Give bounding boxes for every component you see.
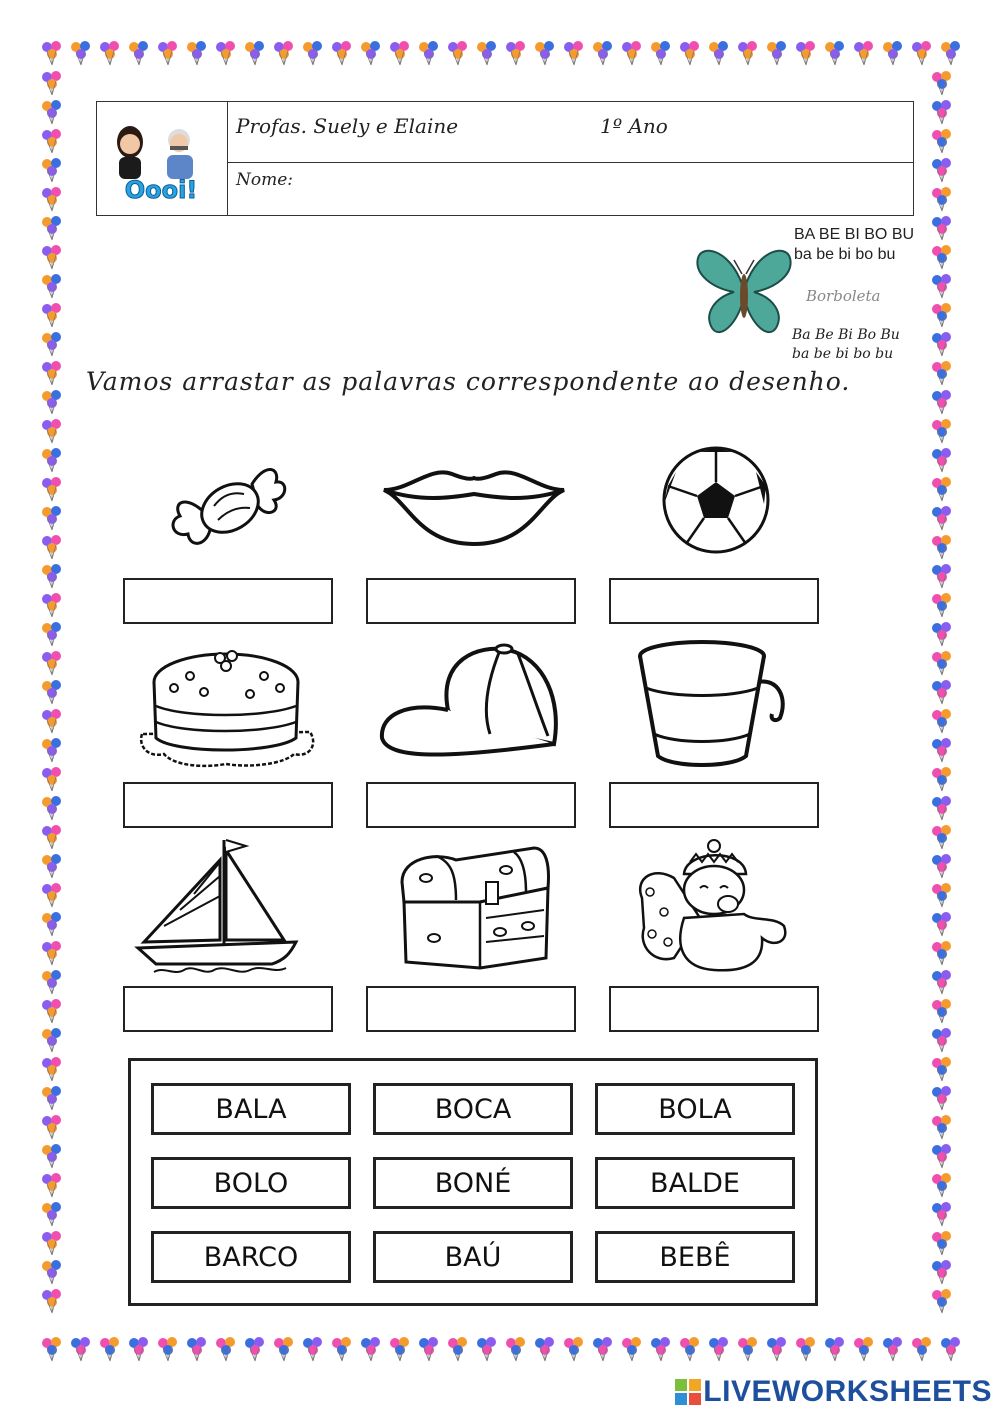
balloon-icon: [40, 157, 64, 183]
balloon-icon: [707, 40, 731, 66]
balloon-icon: [930, 592, 954, 618]
word-tile-boca[interactable]: BOCA: [373, 1083, 573, 1135]
syllables-cursive-upper: Ba Be Bi Bo Bu: [792, 327, 900, 343]
liveworksheets-logo-icon: [675, 1379, 701, 1405]
balloon-icon: [930, 679, 954, 705]
balloon-icon: [40, 128, 64, 154]
word-tile-bolo[interactable]: BOLO: [151, 1157, 351, 1209]
balloon-icon: [69, 1336, 93, 1362]
balloon-icon: [40, 1143, 64, 1169]
balloon-icon: [930, 273, 954, 299]
balloon-icon: [736, 40, 760, 66]
balloon-icon: [930, 505, 954, 531]
balloon-icon: [127, 40, 151, 66]
balloon-icon: [678, 1336, 702, 1362]
word-tile-bebe[interactable]: BEBÊ: [595, 1231, 795, 1283]
balloon-icon: [40, 969, 64, 995]
balloon-icon: [40, 99, 64, 125]
balloon-icon: [40, 795, 64, 821]
balloon-icon: [40, 273, 64, 299]
balloon-icon: [243, 1336, 267, 1362]
answer-box-3[interactable]: [609, 578, 819, 624]
balloon-icon: [852, 1336, 876, 1362]
balloon-icon: [930, 737, 954, 763]
balloon-icon: [185, 40, 209, 66]
balloon-icon: [40, 360, 64, 386]
balloon-icon: [156, 40, 180, 66]
balloon-icon: [330, 40, 354, 66]
balloon-icon: [40, 882, 64, 908]
balloon-icon: [930, 186, 954, 212]
balloon-icon: [939, 40, 963, 66]
brand-text: LIVEWORKSHEETS: [703, 1375, 992, 1408]
balloon-icon: [388, 40, 412, 66]
balloon-icon: [40, 186, 64, 212]
balloon-icon: [185, 1336, 209, 1362]
balloon-icon: [98, 1336, 122, 1362]
balloon-icon: [930, 795, 954, 821]
balloon-icon: [40, 737, 64, 763]
balloon-icon: [930, 534, 954, 560]
balloon-icon: [40, 1336, 64, 1362]
name-label: Nome:: [236, 170, 294, 190]
answer-box-1[interactable]: [123, 578, 333, 624]
balloon-icon: [40, 998, 64, 1024]
answer-box-8[interactable]: [366, 986, 576, 1032]
balloon-icon: [40, 1056, 64, 1082]
balloon-icon: [678, 40, 702, 66]
balloon-icon: [930, 1288, 954, 1314]
balloon-icon: [620, 1336, 644, 1362]
balloon-icon: [40, 592, 64, 618]
balloon-icon: [930, 244, 954, 270]
balloon-icon: [40, 1201, 64, 1227]
header-row-teachers: [228, 102, 913, 163]
balloon-icon: [40, 418, 64, 444]
balloon-icon: [301, 1336, 325, 1362]
balloon-icon: [930, 70, 954, 96]
answer-box-6[interactable]: [609, 782, 819, 828]
baby-icon: [634, 838, 798, 976]
balloon-icon: [930, 418, 954, 444]
balloon-icon: [40, 389, 64, 415]
balloon-icon: [930, 1172, 954, 1198]
liveworksheets-brand: [675, 1375, 992, 1409]
word-tile-bola[interactable]: BOLA: [595, 1083, 795, 1135]
balloon-icon: [823, 40, 847, 66]
balloon-icon: [40, 1027, 64, 1053]
balloon-icon: [930, 1085, 954, 1111]
balloon-icon: [504, 40, 528, 66]
balloon-icon: [40, 331, 64, 357]
balloon-icon: [939, 1336, 963, 1362]
balloon-icon: [736, 1336, 760, 1362]
balloon-icon: [930, 476, 954, 502]
balloon-icon: [330, 1336, 354, 1362]
balloon-icon: [359, 40, 383, 66]
svg-text:Oooi!: Oooi!: [124, 176, 198, 204]
balloon-icon: [40, 476, 64, 502]
balloon-icon: [930, 447, 954, 473]
balloon-icon: [40, 1085, 64, 1111]
balloon-icon: [930, 1143, 954, 1169]
balloon-icon: [910, 40, 934, 66]
balloon-icon: [930, 1027, 954, 1053]
balloon-icon: [930, 331, 954, 357]
balloon-icon: [40, 766, 64, 792]
balloon-icon: [930, 360, 954, 386]
lips-icon: [380, 460, 568, 548]
balloon-icon: [40, 215, 64, 241]
balloon-icon: [910, 1336, 934, 1362]
balloon-icon: [272, 1336, 296, 1362]
teachers-logo: [97, 102, 228, 215]
candy-icon: [166, 454, 290, 550]
balloon-icon: [930, 621, 954, 647]
butterfly-icon: [694, 244, 794, 344]
balloon-icon: [446, 40, 470, 66]
balloon-icon: [243, 40, 267, 66]
balloon-icon: [930, 766, 954, 792]
balloon-icon: [533, 40, 557, 66]
syllables-upper: BA BE BI BO BU: [794, 226, 915, 243]
balloon-icon: [446, 1336, 470, 1362]
balloon-icon: [417, 1336, 441, 1362]
balloon-icon: [40, 1288, 64, 1314]
answer-box-2[interactable]: [366, 578, 576, 624]
balloon-icon: [40, 244, 64, 270]
instruction-text: Vamos arrastar as palavras correspondente ao desenho.: [86, 367, 851, 396]
word-tile-bone[interactable]: BONÉ: [373, 1157, 573, 1209]
butterfly-word: Borboleta: [806, 287, 881, 305]
balloon-icon: [214, 40, 238, 66]
balloon-icon: [98, 40, 122, 66]
balloon-icon: [881, 40, 905, 66]
grade-label: 1º Ano: [600, 114, 668, 138]
balloon-icon: [930, 824, 954, 850]
balloon-icon: [388, 1336, 412, 1362]
balloon-icon: [930, 650, 954, 676]
balloon-icon: [562, 40, 586, 66]
balloon-icon: [930, 882, 954, 908]
balloon-icon: [765, 40, 789, 66]
answer-box-4[interactable]: [123, 782, 333, 828]
balloon-icon: [930, 940, 954, 966]
balloon-icon: [930, 911, 954, 937]
balloon-icon: [40, 40, 64, 66]
balloon-icon: [214, 1336, 238, 1362]
balloon-icon: [69, 40, 93, 66]
balloon-icon: [475, 40, 499, 66]
balloon-icon: [930, 99, 954, 125]
balloon-icon: [40, 911, 64, 937]
balloon-icon: [930, 563, 954, 589]
balloon-icon: [40, 853, 64, 879]
balloon-icon: [930, 1259, 954, 1285]
balloon-icon: [620, 40, 644, 66]
balloon-icon: [930, 1114, 954, 1140]
balloon-icon: [794, 1336, 818, 1362]
balloon-icon: [930, 708, 954, 734]
balloon-icon: [40, 563, 64, 589]
balloon-icon: [127, 1336, 151, 1362]
balloon-icon: [504, 1336, 528, 1362]
balloon-icon: [156, 1336, 180, 1362]
teachers-label: Profas. Suely e Elaine: [236, 114, 459, 138]
word-tile-barco[interactable]: BARCO: [151, 1231, 351, 1283]
syllables-lower: ba be bi bo bu: [794, 246, 896, 263]
balloon-icon: [765, 1336, 789, 1362]
balloon-icon: [40, 534, 64, 560]
balloon-icon: [852, 40, 876, 66]
cake-icon: [134, 636, 320, 770]
balloon-icon: [40, 1172, 64, 1198]
word-tile-bau[interactable]: BAÚ: [373, 1231, 573, 1283]
balloon-icon: [359, 1336, 383, 1362]
balloon-icon: [40, 650, 64, 676]
balloon-icon: [562, 1336, 586, 1362]
balloon-icon: [301, 40, 325, 66]
balloon-icon: [930, 215, 954, 241]
balloon-icon: [930, 1201, 954, 1227]
balloon-icon: [40, 679, 64, 705]
balloon-icon: [591, 40, 615, 66]
balloon-icon: [794, 40, 818, 66]
balloon-icon: [475, 1336, 499, 1362]
cap-icon: [378, 640, 566, 770]
bucket-icon: [632, 638, 786, 768]
syllables-cursive-lower: ba be bi bo bu: [792, 346, 894, 362]
balloon-icon: [823, 1336, 847, 1362]
balloon-icon: [930, 1056, 954, 1082]
balloon-icon: [930, 853, 954, 879]
balloon-icon: [930, 128, 954, 154]
treasure-chest-icon: [396, 842, 552, 972]
balloon-icon: [930, 969, 954, 995]
balloon-icon: [417, 40, 441, 66]
balloon-icon: [40, 621, 64, 647]
balloon-icon: [649, 1336, 673, 1362]
balloon-icon: [40, 824, 64, 850]
balloon-icon: [881, 1336, 905, 1362]
balloon-icon: [40, 1259, 64, 1285]
header-row-name: [228, 162, 913, 215]
balloon-icon: [930, 157, 954, 183]
balloon-icon: [930, 302, 954, 328]
balloon-icon: [40, 1230, 64, 1256]
balloon-icon: [930, 998, 954, 1024]
balloon-icon: [40, 505, 64, 531]
balloon-icon: [707, 1336, 731, 1362]
balloon-icon: [40, 1114, 64, 1140]
answer-box-7[interactable]: [123, 986, 333, 1032]
answer-box-5[interactable]: [366, 782, 576, 828]
word-bank: [128, 1058, 818, 1306]
word-tile-balde[interactable]: BALDE: [595, 1157, 795, 1209]
balloon-icon: [40, 708, 64, 734]
balloon-icon: [930, 1230, 954, 1256]
balloon-icon: [591, 1336, 615, 1362]
answer-box-9[interactable]: [609, 986, 819, 1032]
balloon-icon: [40, 447, 64, 473]
balloon-icon: [40, 940, 64, 966]
soccer-ball-icon: [660, 446, 772, 554]
word-tile-bala[interactable]: BALA: [151, 1083, 351, 1135]
balloon-icon: [40, 70, 64, 96]
sailboat-icon: [134, 836, 310, 976]
balloon-icon: [272, 40, 296, 66]
balloon-icon: [533, 1336, 557, 1362]
balloon-icon: [40, 302, 64, 328]
header-table: [96, 101, 914, 216]
balloon-icon: [649, 40, 673, 66]
balloon-icon: [930, 389, 954, 415]
